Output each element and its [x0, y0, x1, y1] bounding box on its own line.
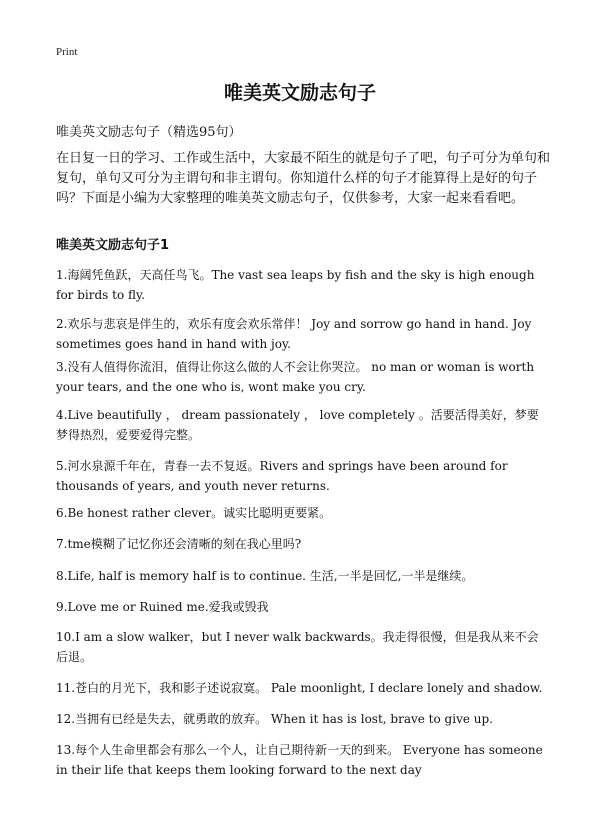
quote-item: 2.欢乐与悲哀是伴生的，欢乐有度会欢乐常伴！ Joy and sorrow go hand in hand. Joy sometimes goes hand in hand with joy.: [56, 317, 532, 351]
page-title: 唯美英文励志句子: [223, 82, 376, 104]
quote-item: 4.Live beautifully ， dream passionately ， love completely 。活要活得美好，梦要梦得热烈，爱要爱得完整。: [56, 408, 539, 442]
quote-item: 6.Be honest rather clever。诚实比聪明更要紧。: [56, 506, 332, 520]
print-label[interactable]: Print: [56, 46, 78, 58]
subtitle: 唯美英文励志句子（精选95句）: [56, 125, 242, 140]
quote-item: 13.每个人生命里都会有那么一个人，让自己期待新一天的到来。 Everyone has someone in their life that keeps them looking forward to the next day: [56, 743, 543, 777]
quote-item: 12.当拥有已经是失去，就勇敢的放弃。 When it has is lost, brave to give up.: [56, 712, 493, 726]
quote-item: 9.Love me or Ruined me.爱我或毁我: [56, 600, 269, 614]
quote-item: 8.Life, half is memory half is to continue. 生活,一半是回忆,一半是继续。: [56, 569, 474, 583]
quote-item: 3.没有人值得你流泪，值得让你这么做的人不会让你哭泣。 no man or woman is worth your tears, and the one who is, wont make you cry.: [56, 360, 535, 394]
quote-item: 11.苍白的月光下，我和影子述说寂寞。 Pale moonlight, I declare lonely and shadow.: [56, 681, 543, 695]
quote-item: 10.I am a slow walker，but I never walk backwards。我走得很慢，但是我从来不会后退。: [56, 630, 539, 664]
section-heading: 唯美英文励志句子1: [56, 238, 170, 253]
quote-item: 7.tme模糊了记忆你还会清晰的刻在我心里吗?: [56, 537, 302, 551]
intro-paragraph: 在日复一日的学习、工作或生活中，大家最不陌生的就是句子了吧，句子可分为单句和复句，单句又可分为主谓句和非主谓句。你知道什么样的句子才能算得上是好的句子吗？下面是小编为大家整理的唯美英文励志句子，仅供参考，大家一起来看看吧。: [56, 151, 551, 206]
quote-item: 5.河水泉源千年在，青春一去不复返。Rivers and springs have been around for thousands of years, and youth never returns.: [56, 459, 508, 493]
quote-item: 1.海阔凭鱼跃，天高任鸟飞。The vast sea leaps by fish and the sky is high enough for birds to fly.: [56, 268, 535, 302]
